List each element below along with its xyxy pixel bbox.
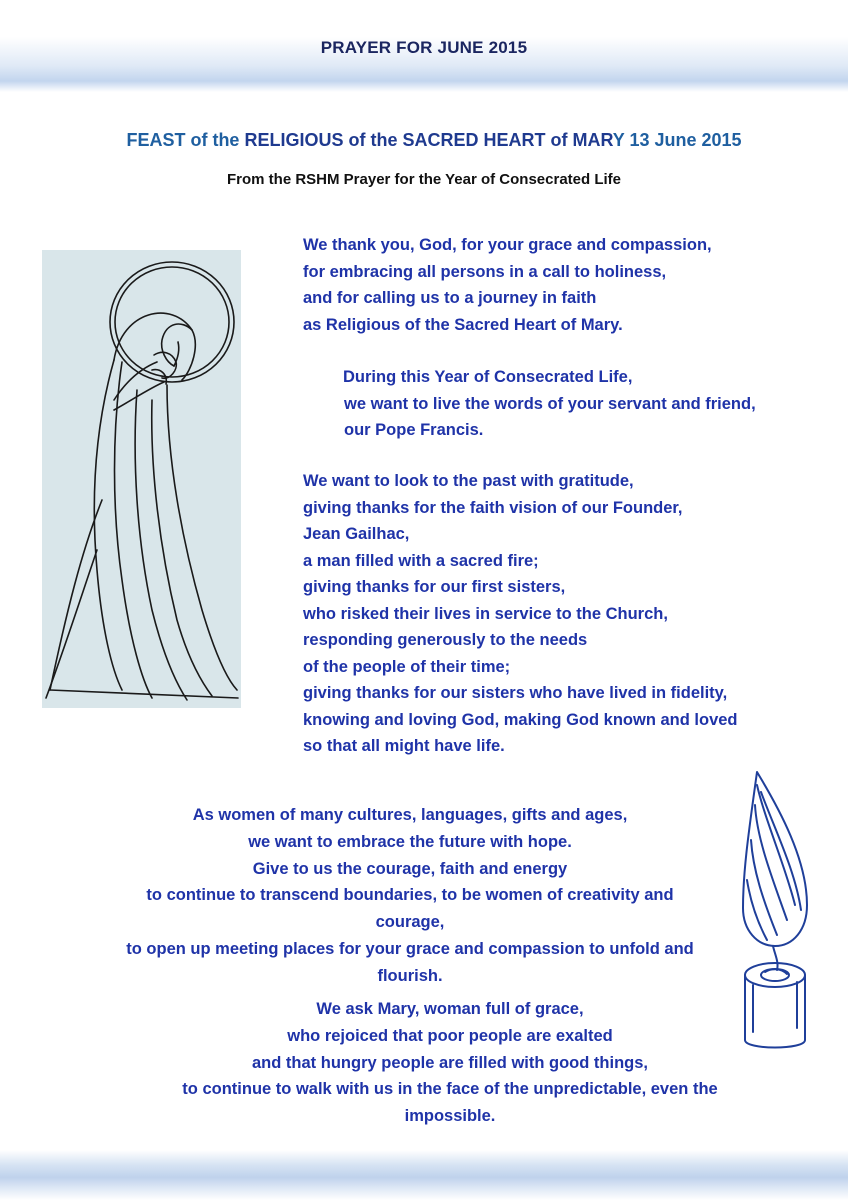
stanza-line: to continue to walk with us in the face of the unpredictable, even the	[182, 1080, 718, 1099]
stanza-future-hope	[90, 802, 730, 990]
feast-title-part2: RELIGIOUS of the SACRED HEART of MAR	[244, 130, 613, 150]
page-title: PRAYER FOR JUNE 2015	[320, 38, 528, 57]
stanza-line: so that all might have life.	[303, 737, 505, 755]
feast-title	[0, 130, 848, 151]
stanza-line: During this Year of Consecrated Life,	[343, 368, 633, 386]
praying-mary-illustration	[42, 250, 241, 708]
subtitle: From the RSHM Prayer for the Year of Consecrated Life	[227, 171, 621, 188]
stanza-line: Give to us the courage, faith and energy	[252, 859, 568, 878]
feast-title-part3: Y 13 June 2015	[612, 130, 742, 150]
stanza-line: flourish.	[377, 966, 443, 985]
stanza-line: courage,	[375, 913, 445, 932]
stanza-line: We ask Mary, woman full of grace,	[316, 1000, 584, 1018]
stanza-consecrated-life	[344, 364, 756, 444]
stanza-line: to open up meeting places for your grace and compassion to unfold and	[126, 939, 694, 958]
stanza-past-gratitude	[303, 468, 738, 760]
feast-title-part1: FEAST of the	[126, 130, 245, 150]
stanza-line: for embracing all persons in a call to holiness,	[303, 262, 667, 281]
candle-flame-illustration	[735, 770, 815, 1055]
stanza-line: to continue to transcend boundaries, to be women of creativity and	[146, 886, 674, 905]
stanza-line: We thank you, God, for your grace and compassion,	[303, 236, 712, 254]
stanza-line: a man filled with a sacred fire;	[303, 551, 539, 570]
stanza-line: giving thanks for the faith vision of our Founder,	[303, 498, 683, 517]
stanza-line: and for calling us to a journey in faith	[303, 289, 597, 307]
stanza-mary-intercession	[100, 996, 800, 1130]
stanza-line: giving thanks for our first sisters,	[303, 578, 566, 596]
stanza-line: of the people of their time;	[303, 657, 511, 676]
stanza-line: As women of many cultures, languages, gifts and ages,	[192, 806, 628, 824]
stanza-line: giving thanks for our sisters who have lived in fidelity,	[303, 684, 728, 702]
stanza-line: Jean Gailhac,	[303, 525, 410, 543]
stanza-line: knowing and loving God, making God known and loved	[303, 710, 738, 729]
stanza-line: who risked their lives in service to the Church,	[303, 604, 668, 623]
stanza-line: our Pope Francis.	[344, 421, 484, 439]
stanza-thanksgiving	[303, 232, 712, 338]
stanza-line: and that hungry people are filled with good things,	[252, 1053, 648, 1072]
stanza-line: who rejoiced that poor people are exalted	[287, 1026, 613, 1045]
stanza-line: responding generously to the needs	[303, 631, 588, 649]
footer-band	[0, 1150, 848, 1200]
stanza-line: We want to look to the past with gratitude,	[303, 472, 634, 490]
stanza-line: as Religious of the Sacred Heart of Mary.	[303, 315, 623, 334]
stanza-line: we want to embrace the future with hope.	[248, 832, 572, 851]
stanza-line: we want to live the words of your servant and friend,	[344, 394, 756, 413]
stanza-line: impossible.	[404, 1107, 496, 1126]
